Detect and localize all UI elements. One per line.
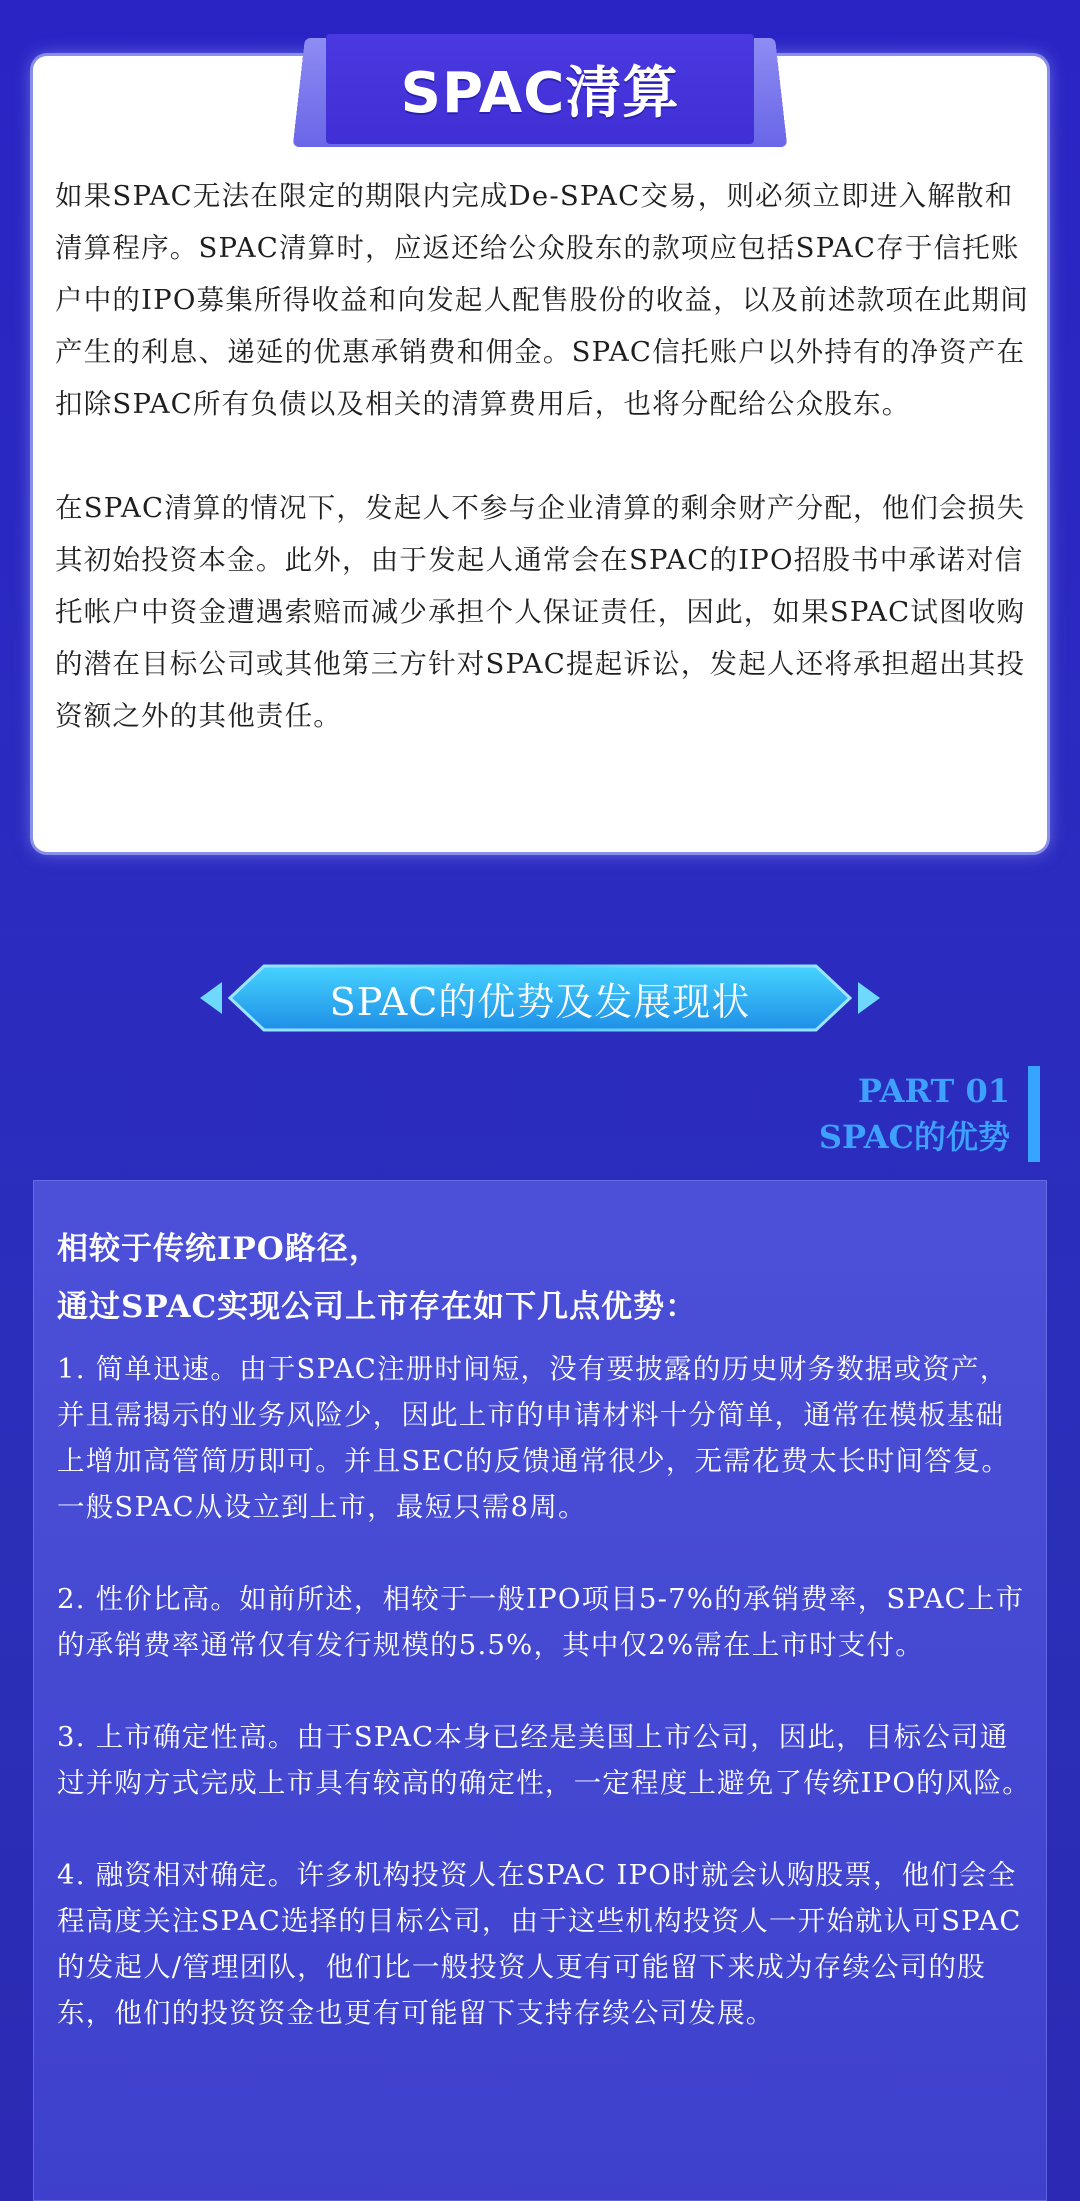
liquidation-paragraph-1: 如果SPAC无法在限定的期限内完成De-SPAC交易，则必须立即进入解散和清算程序。SPAC清算时，应返还给公众股东的款项应包括SPAC存于信托账户中的IPO募集所得收益和向发起人配售股份的收益，以及前述款项在此期间产生的利息、递延的优惠承销费和佣金。SPAC信托账户以外持有的净资产在扣除SPAC所有负债以及相关的清算费用后，也将分配给公众股东。 [55, 180, 1029, 420]
liquidation-body [55, 170, 1035, 742]
intro-line-2: 通过SPAC实现公司上市存在如下几点优势： [57, 1289, 698, 1325]
banner-title: SPAC的优势及发展现状 [329, 979, 751, 1024]
advantage-item-2: 2. 性价比高。如前所述，相较于一般IPO项目5-7%的承销费率，SPAC上市的承销费率通常仅有发行规模的5.5%，其中仅2%需在上市时支付。 [57, 1583, 1025, 1661]
section-title-tab [326, 34, 754, 144]
liquidation-paragraph-2: 在SPAC清算的情况下，发起人不参与企业清算的剩余财产分配，他们会损失其初始投资本金。此外，由于发起人通常会在SPAC的IPO招股书中承诺对信托帐户中资金遭遇索赔而减少承担个人保证责任，因此，如果SPAC试图收购的潜在目标公司或其他第三方针对SPAC提起诉讼，发起人还将承担超出其投资额之外的其他责任。 [55, 492, 1026, 732]
advantages-list [57, 1346, 1032, 2082]
section-title: SPAC清算 [400, 61, 680, 126]
advantage-item-1: 1. 简单迅速。由于SPAC注册时间短，没有要披露的历史财务数据或资产，并且需揭示的业务风险少，因此上市的申请材料十分简单，通常在模板基础上增加高管简历即可。并且SEC的反馈通常很少，无需花费太长时间答复。一般SPAC从设立到上市，最短只需8周。 [57, 1353, 1011, 1523]
part-accent-bar [1028, 1066, 1040, 1162]
part-title: SPAC的优势 [818, 1118, 1010, 1156]
part-number: PART 01 [857, 1072, 1010, 1110]
part-label [819, 1068, 1010, 1160]
section-banner [200, 962, 880, 1034]
advantage-item-3: 3. 上市确定性高。由于SPAC本身已经是美国上市公司，因此，目标公司通过并购方式完成上市具有较高的确定性，一定程度上避免了传统IPO的风险。 [57, 1721, 1031, 1799]
intro-line-1: 相较于传统IPO路径， [57, 1231, 381, 1267]
advantage-item-4: 4. 融资相对确定。许多机构投资人在SPAC IPO时就会认购股票，他们会全程高度关注SPAC选择的目标公司，由于这些机构投资人一开始就认可SPAC的发起人/管理团队，他们比一般投资人更有可能留下来成为存续公司的股东，他们的投资资金也更有可能留下支持存续公司发展。 [57, 1859, 1022, 2029]
advantages-intro [57, 1220, 1017, 1336]
